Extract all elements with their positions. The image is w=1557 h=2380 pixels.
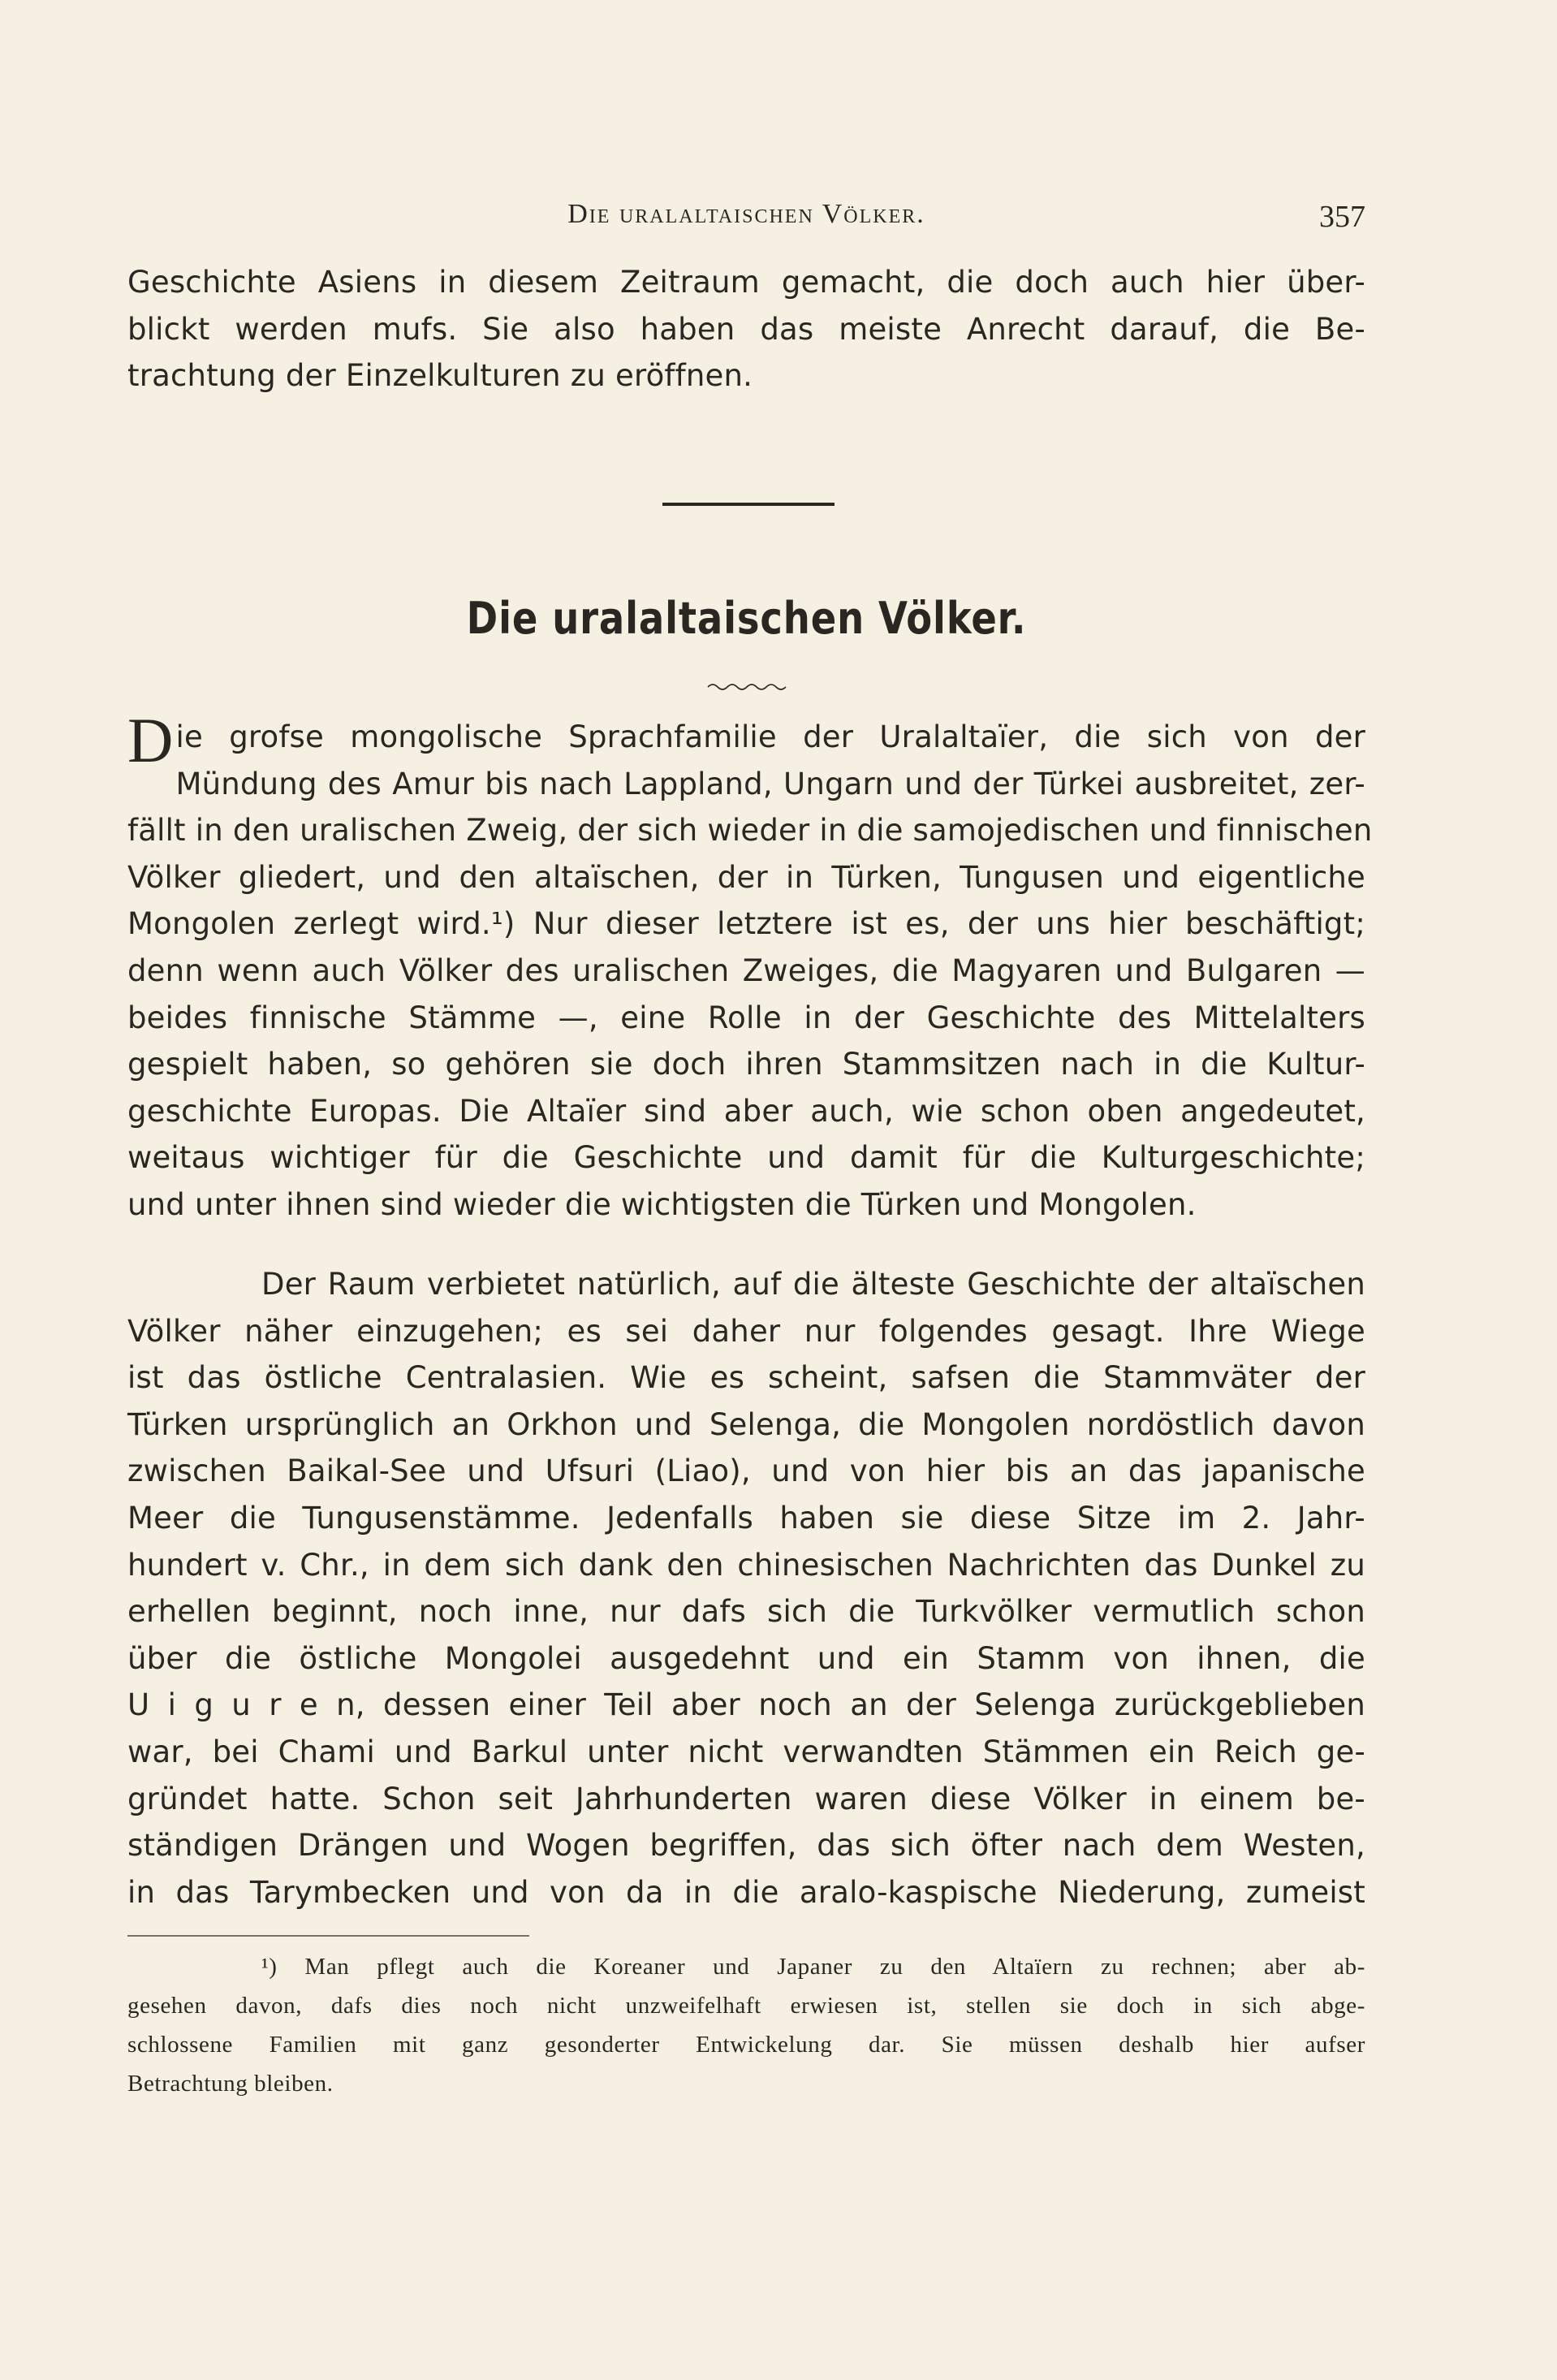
text-line: blickt werden mufs. Sie also haben das meiste Anrecht darauf, die Be-: [127, 311, 1365, 347]
footnote-line: Betrachtung bleiben.: [127, 2071, 334, 2097]
footnote-line: gesehen davon, dafs dies noch nicht unzweifelhaft erwiesen ist, stellen sie doch in sich abge-: [127, 1993, 1365, 2019]
text-line: weitaus wichtiger für die Geschichte und damit für die Kulturgeschichte;: [127, 1140, 1365, 1176]
text-line: geschichte Europas. Die Altaïer sind aber auch, wie schon oben angedeutet,: [127, 1093, 1365, 1129]
running-head: [127, 199, 1365, 240]
text-line: gespielt haben, so gehören sie doch ihren Stammsitzen nach in die Kultur-: [127, 1047, 1365, 1082]
section-heading: Die uralaltaischen Völker.: [466, 593, 1027, 644]
text-line: Meer die Tungusenstämme. Jedenfalls haben sie diese Sitze im 2. Jahr-: [127, 1500, 1365, 1536]
text-line: ie grofse mongolische Sprachfamilie der Uralaltaïer, die sich von der: [175, 719, 1365, 754]
text-line: Mündung des Amur bis nach Lappland, Ungarn und der Türkei ausbreitet, zer-: [175, 766, 1365, 801]
text-line: Völker gliedert, und den altaïschen, der in Türken, Tungusen und eigentliche: [127, 859, 1365, 895]
text-line: über die östliche Mongolei ausgedehnt und ein Stamm von ihnen, die: [127, 1640, 1365, 1676]
running-title: Die uralaltaischen Völker.: [567, 199, 925, 229]
text-line: U i g u r e n, dessen einer Teil aber noch an der Selenga zurückgeblieben: [127, 1687, 1365, 1723]
text-line: denn wenn auch Völker des uralischen Zweiges, die Magyaren und Bulgaren —: [127, 952, 1365, 988]
text-line: hundert v. Chr., in dem sich dank den chinesischen Nachrichten das Dunkel zu: [127, 1547, 1365, 1583]
intro-paragraph: [127, 259, 1365, 400]
text-line: war, bei Chami und Barkul unter nicht verwandten Stämmen ein Reich ge-: [127, 1734, 1365, 1769]
text-line: ist das östliche Centralasien. Wie es scheint, safsen die Stammväter der: [127, 1360, 1365, 1396]
ornament-flourish: [706, 680, 787, 692]
text-line: in das Tarymbecken und von da in die aralo-kaspische Niederung, zumeist: [127, 1874, 1365, 1910]
text-line: ständigen Drängen und Wogen begriffen, das sich öfter nach dem Westen,: [127, 1828, 1365, 1864]
text-line: trachtung der Einzelkulturen zu eröffnen.: [127, 358, 753, 394]
paragraph-1: [127, 705, 1373, 1229]
footnote-line: ¹) Man pflegt auch die Koreaner und Japaner zu den Altaïern zu rechnen; aber ab-: [261, 1954, 1365, 1980]
text-line: erhellen beginnt, noch inne, nur dafs sich die Turkvölker vermutlich schon: [127, 1594, 1365, 1630]
footnote: [127, 1947, 1365, 2103]
paragraph-2: [127, 1261, 1365, 1916]
section-divider: [662, 503, 835, 506]
text-line: Mongolen zerlegt wird.¹) Nur dieser letztere ist es, der uns hier beschäftigt;: [127, 906, 1365, 942]
text-line: zwischen Baikal-See und Ufsuri (Liao), und von hier bis an das japanische: [127, 1453, 1365, 1489]
text-line: und unter ihnen sind wieder die wichtigsten die Türken und Mongolen.: [127, 1186, 1197, 1222]
footnote-line: schlossene Familien mit ganz gesonderter Entwickelung dar. Sie müssen deshalb hier aufser: [127, 2032, 1365, 2058]
text-line: gründet hatte. Schon seit Jahrhunderten waren diese Völker in einem be-: [127, 1781, 1365, 1816]
text-line: beides finnische Stämme —, eine Rolle in der Geschichte des Mittelalters: [127, 1000, 1365, 1035]
text-line: fällt in den uralischen Zweig, der sich wieder in die samojedischen und finnischen: [127, 813, 1373, 849]
page-number: 357: [1319, 200, 1365, 234]
text-line: Völker näher einzugehen; es sei daher nur folgendes gesagt. Ihre Wiege: [127, 1313, 1365, 1349]
text-line: Geschichte Asiens in diesem Zeitraum gemacht, die doch auch hier über-: [127, 265, 1365, 300]
footnote-separator: [127, 1935, 529, 1937]
drop-cap: D: [127, 705, 174, 775]
text-line: Türken ursprünglich an Orkhon und Selenga, die Mongolen nordöstlich davon: [127, 1406, 1365, 1442]
text-line: Der Raum verbietet natürlich, auf die älteste Geschichte der altaïschen: [261, 1267, 1365, 1302]
